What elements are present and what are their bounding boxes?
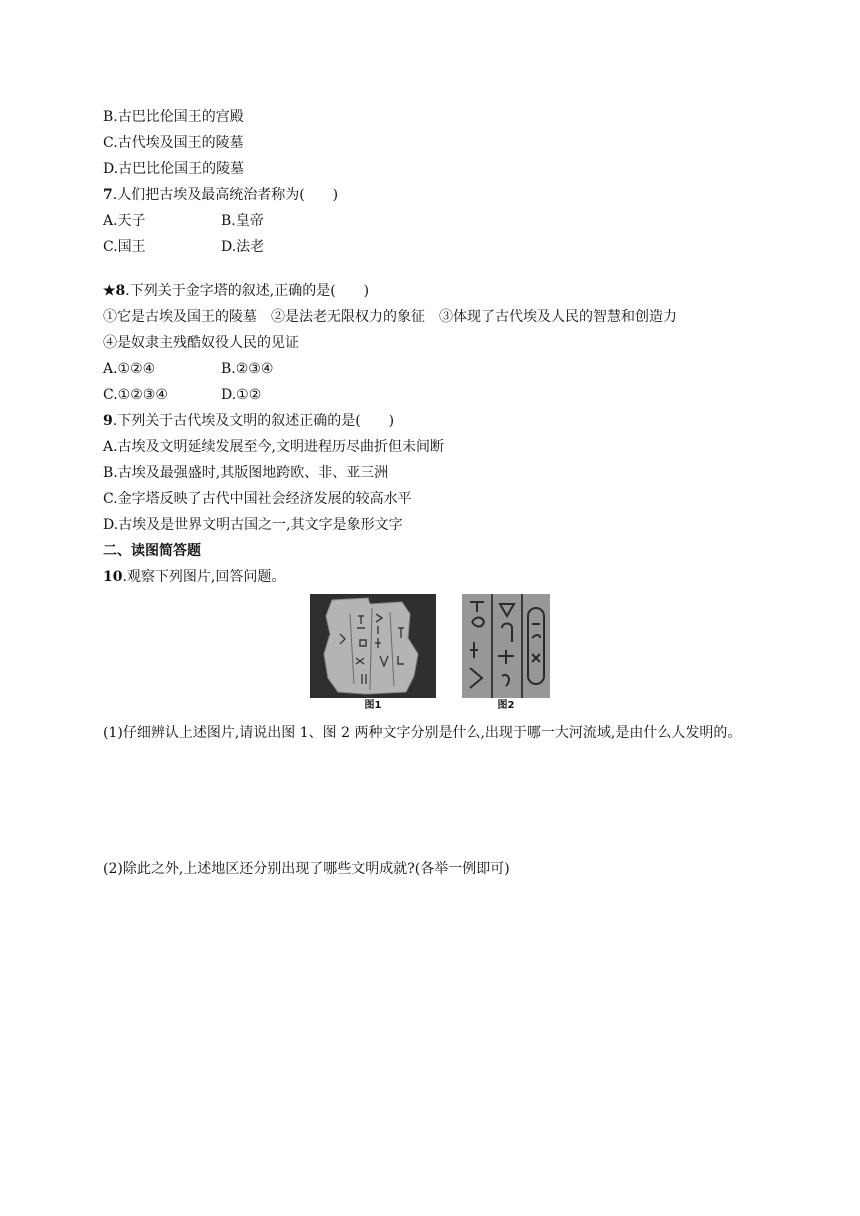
q8-number: ★8 — [103, 283, 126, 299]
q9-option-b: B.古埃及最强盛时,其版图地跨欧、非、亚三洲 — [103, 465, 389, 481]
q8-options-row1 — [103, 356, 763, 382]
hieroglyph-image — [462, 594, 550, 698]
q7-option-a: A.天子 — [103, 213, 146, 229]
q10-stem — [103, 564, 763, 590]
figure-1-caption: 图1 — [364, 700, 382, 711]
q10-sub2: (2)除此之外,上述地区还分别出现了哪些文明成就?(各举一例即可) — [103, 861, 510, 877]
q9-stem — [103, 408, 763, 434]
q8-statements-line1: ①它是古埃及国王的陵墓 ②是法老无限权力的象征 ③体现了古代埃及人民的智慧和创造力 — [103, 309, 677, 325]
figure-row — [310, 594, 763, 720]
figure-1 — [310, 594, 436, 720]
q7-option-d: D.法老 — [221, 239, 265, 255]
q9-option-d: D.古埃及是世界文明古国之一,其文字是象形文字 — [103, 517, 403, 533]
q9-option-a: A.古埃及文明延续发展至今,文明进程历尽曲折但未间断 — [103, 439, 445, 455]
q6-option-b: B.古巴比伦国王的宫殿 — [103, 109, 244, 125]
q8-option-b: B.②③④ — [221, 361, 274, 377]
q8-option-a: A.①②④ — [103, 361, 156, 377]
figure-2-caption: 图2 — [497, 700, 515, 711]
q10-number: 10 — [103, 569, 123, 585]
q6-option-d: D.古巴比伦国王的陵墓 — [103, 161, 245, 177]
q7-stem-text: .人们把古埃及最高统治者称为( ) — [112, 187, 339, 203]
spacer — [103, 260, 763, 278]
q10-stem-text: .观察下列图片,回答问题。 — [122, 569, 286, 585]
q7-options-row1 — [103, 208, 763, 234]
q8-stem-text: .下列关于金字塔的叙述,正确的是( ) — [125, 283, 370, 299]
q8-options-row2 — [103, 382, 763, 408]
q8-option-c: C.①②③④ — [103, 387, 168, 403]
oracle-bone-image — [310, 594, 436, 698]
section-title: 二、读图简答题 — [103, 543, 201, 559]
q6-option-c: C.古代埃及国王的陵墓 — [103, 135, 244, 151]
q7-stem — [103, 182, 763, 208]
answer-space — [103, 746, 763, 856]
q10-sub1: (1)仔细辨认上述图片,请说出图 1、图 2 两种文字分别是什么,出现于哪一大河流域,是由什么人发明的。 — [103, 725, 742, 741]
figure-2 — [462, 594, 550, 720]
q7-option-c: C.国王 — [103, 239, 146, 255]
q8-option-d: D.①② — [221, 387, 262, 403]
q9-number: 9 — [103, 413, 113, 429]
q8-stem — [103, 278, 763, 304]
q7-options-row2 — [103, 234, 763, 260]
q7-option-b: B.皇帝 — [221, 213, 264, 229]
q9-stem-text: .下列关于古代埃及文明的叙述正确的是( ) — [112, 413, 395, 429]
q8-statements-line2: ④是奴隶主残酷奴役人民的见证 — [103, 335, 299, 351]
q9-option-c: C.金字塔反映了古代中国社会经济发展的较高水平 — [103, 491, 412, 507]
worksheet-page — [103, 104, 763, 882]
q7-number: 7 — [103, 187, 113, 203]
